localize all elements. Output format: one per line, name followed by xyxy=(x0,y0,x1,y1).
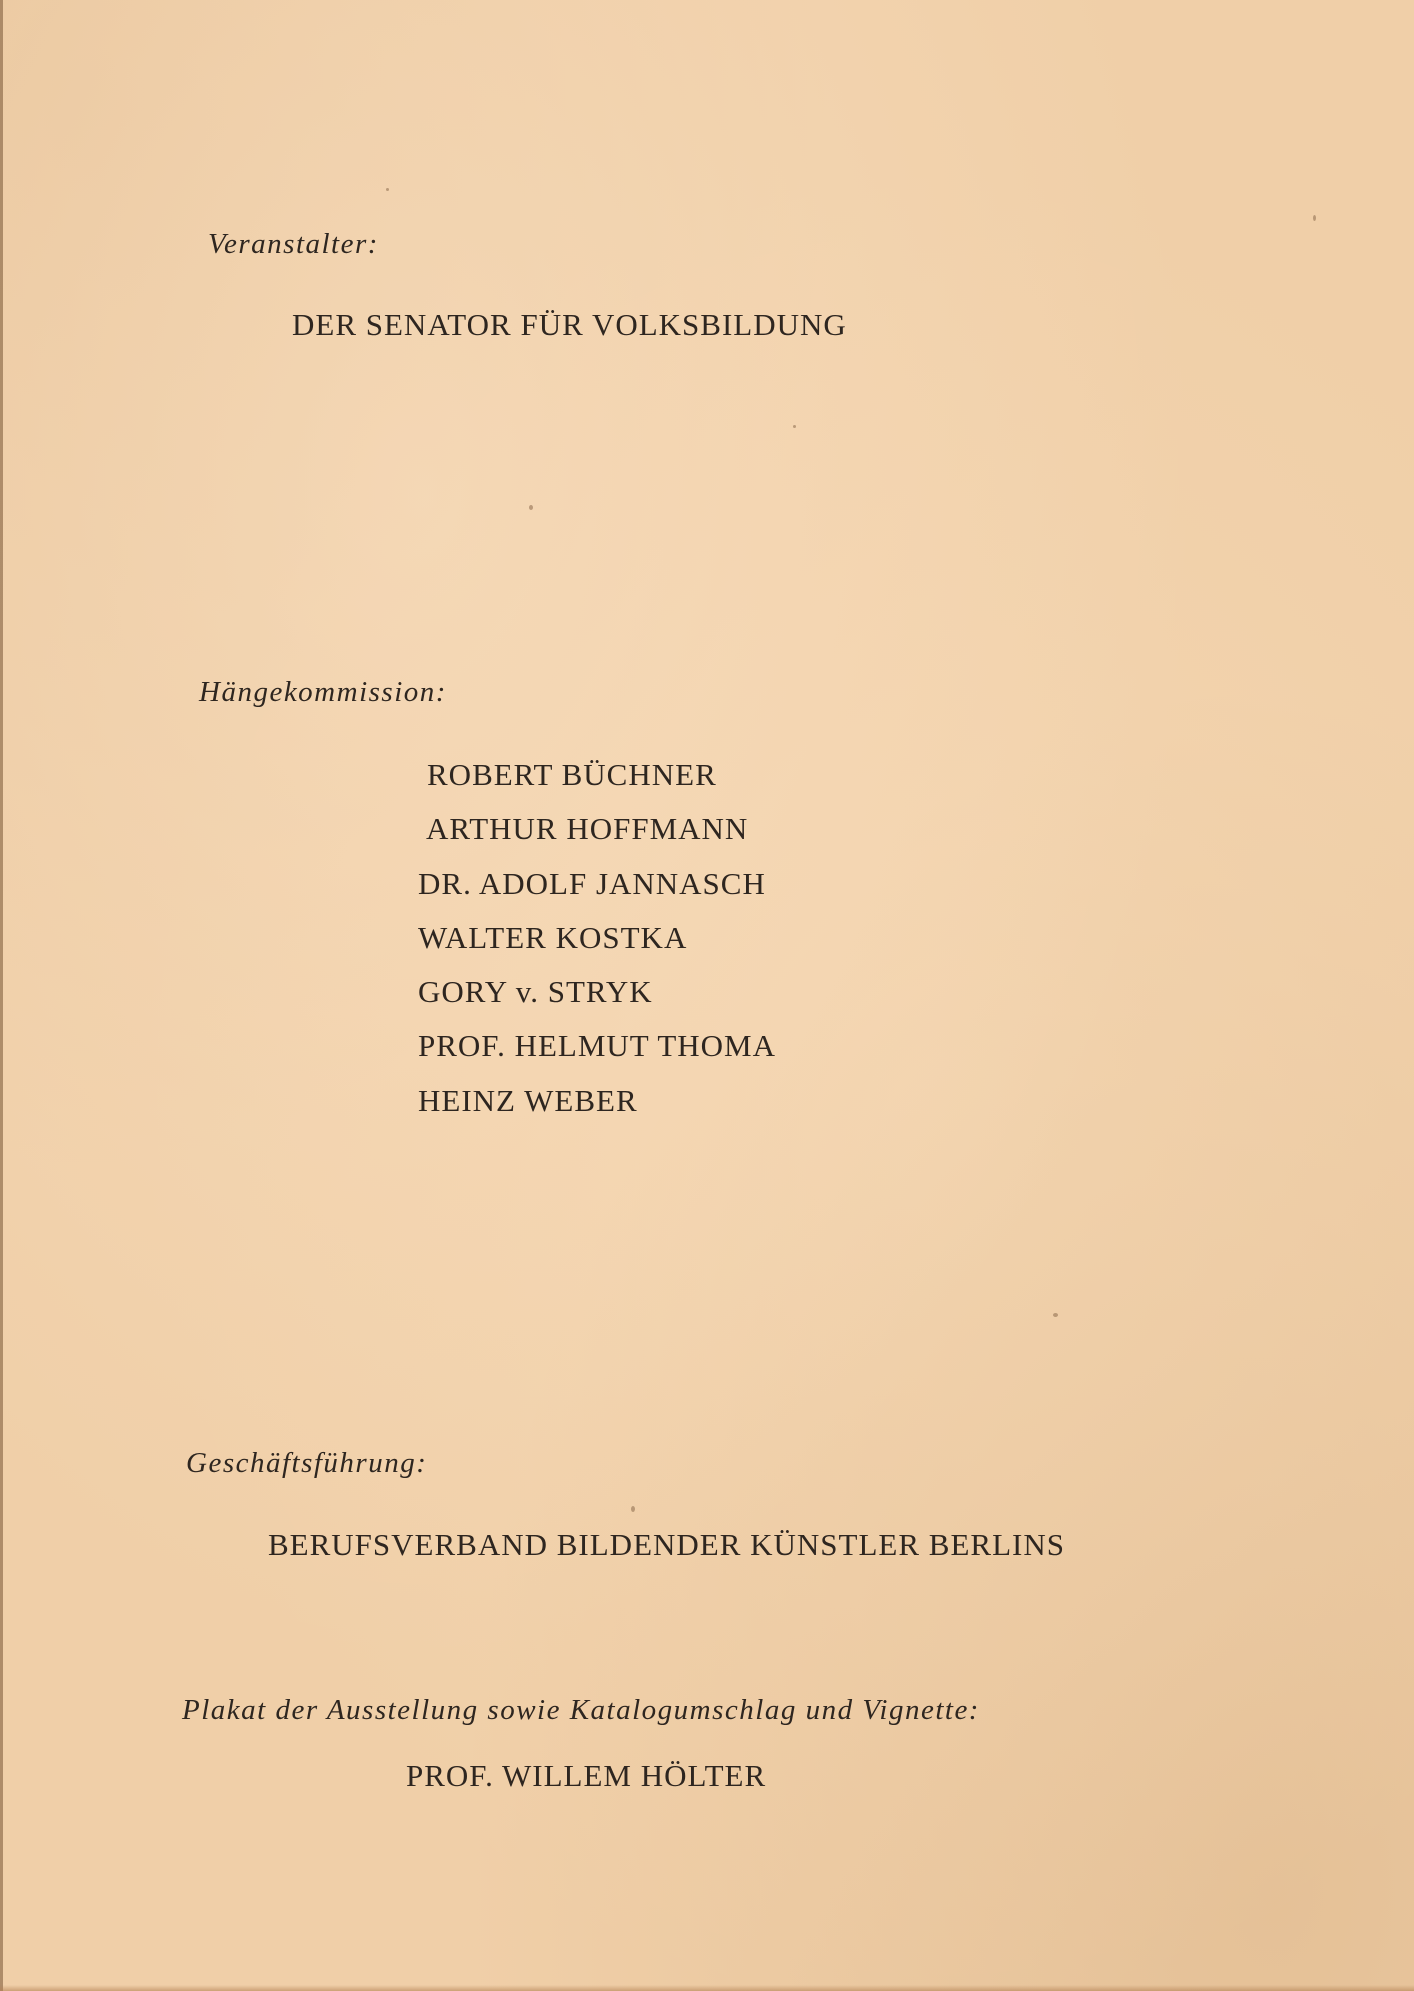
committee-member: HEINZ WEBER xyxy=(418,1082,638,1118)
paper-speck xyxy=(793,425,796,428)
committee-member: ARTHUR HOFFMANN xyxy=(426,811,749,847)
committee-member: DR. ADOLF JANNASCH xyxy=(418,865,766,901)
page-edge-bottom xyxy=(0,1985,1414,1991)
poster-design-value: PROF. WILLEM HÖLTER xyxy=(406,1758,767,1793)
organizer-label: Veranstalter: xyxy=(208,228,379,260)
committee-member: WALTER KOSTKA xyxy=(418,919,688,955)
paper-speck xyxy=(1053,1313,1058,1317)
management-label: Geschäftsführung: xyxy=(186,1447,428,1479)
organizer-value: DER SENATOR FÜR VOLKSBILDUNG xyxy=(292,307,847,342)
paper-speck xyxy=(529,505,533,510)
paper-speck xyxy=(1313,215,1316,221)
page-edge-left xyxy=(0,0,3,1991)
management-value: BERUFSVERBAND BILDENDER KÜNSTLER BERLINS xyxy=(268,1527,1065,1562)
poster-design-label: Plakat der Ausstellung sowie Katalogumschlag und Vignette: xyxy=(182,1694,980,1726)
committee-member: GORY v. STRYK xyxy=(418,974,653,1010)
committee-member-list xyxy=(418,748,776,1128)
committee-member: PROF. HELMUT THOMA xyxy=(418,1028,777,1064)
committee-member: ROBERT BÜCHNER xyxy=(427,757,717,792)
hanging-committee-label: Hängekommission: xyxy=(199,676,447,708)
paper-speck xyxy=(386,188,389,191)
paper-speck xyxy=(631,1506,635,1512)
